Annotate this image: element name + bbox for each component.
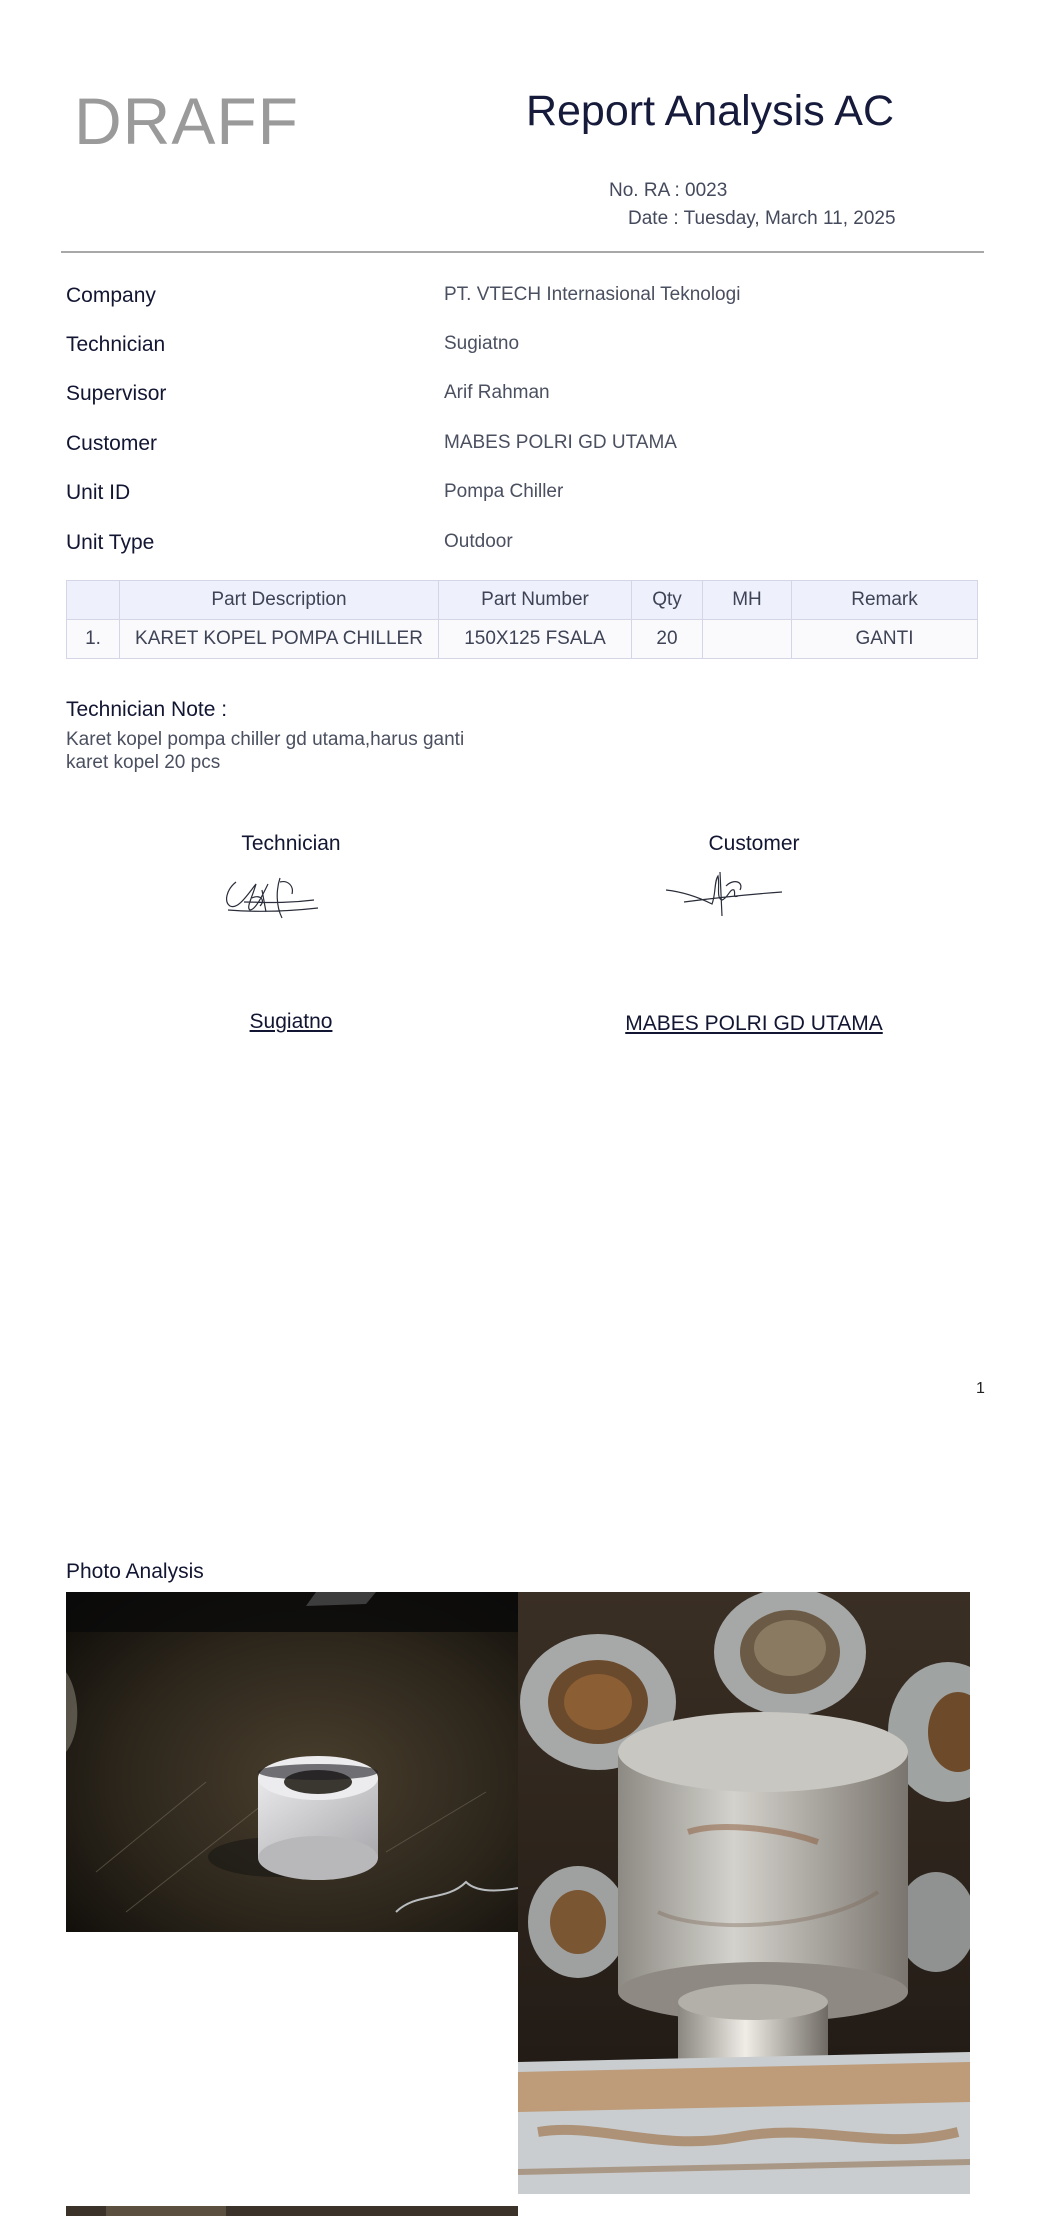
header-divider	[61, 251, 984, 253]
report-title: Report Analysis AC	[525, 87, 895, 135]
col-header-part-description: Part Description	[120, 581, 439, 620]
technician-note-title: Technician Note :	[66, 698, 228, 721]
photo-third	[66, 2206, 518, 2216]
col-header-index	[67, 581, 120, 620]
unit-type-label: Unit Type	[66, 531, 155, 554]
customer-label: Customer	[66, 432, 158, 455]
photo-coupling-rubber	[66, 1592, 518, 1932]
company-label: Company	[66, 284, 156, 307]
col-header-qty: Qty	[632, 581, 703, 620]
cell-index: 1.	[67, 620, 120, 659]
technician-signature-label: Technician	[241, 832, 341, 855]
supervisor-value: Arif Rahman	[444, 382, 550, 403]
report-number: No. RA : 0023	[609, 180, 728, 201]
unit-id-value: Pompa Chiller	[444, 481, 564, 502]
parts-table-header	[67, 581, 978, 620]
unit-id-label: Unit ID	[66, 481, 131, 504]
customer-signature-label: Customer	[708, 832, 800, 855]
draft-watermark: DRAFF	[74, 84, 299, 158]
technician-signature-name: Sugiatno	[249, 1010, 333, 1033]
technician-value: Sugiatno	[444, 333, 520, 354]
technician-signature-image	[222, 872, 322, 922]
report-date: Date : Tuesday, March 11, 2025	[628, 208, 896, 229]
cell-mh	[703, 620, 792, 659]
table-row	[67, 620, 978, 659]
technician-note-body: Karet kopel pompa chiller gd utama,harus ganti karet kopel 20 pcs	[66, 729, 465, 773]
unit-type-value: Outdoor	[444, 531, 513, 552]
customer-signature-name: MABES POLRI GD UTAMA	[625, 1012, 883, 1035]
technician-label: Technician	[66, 333, 166, 356]
parts-table	[66, 580, 978, 659]
cell-part-description: KARET KOPEL POMPA CHILLER	[120, 620, 439, 659]
supervisor-label: Supervisor	[66, 382, 167, 405]
cell-qty: 20	[632, 620, 703, 659]
cell-remark: GANTI	[792, 620, 978, 659]
customer-value: MABES POLRI GD UTAMA	[444, 432, 677, 453]
col-header-part-number: Part Number	[439, 581, 632, 620]
page-number: 1	[976, 1380, 985, 1397]
cell-part-number: 150X125 FSALA	[439, 620, 632, 659]
col-header-remark: Remark	[792, 581, 978, 620]
company-value: PT. VTECH Internasional Teknologi	[444, 284, 741, 305]
col-header-mh: MH	[703, 581, 792, 620]
photo-pump-coupling	[518, 1592, 970, 2194]
photo-analysis-title: Photo Analysis	[66, 1560, 204, 1583]
customer-signature-image	[664, 868, 784, 920]
